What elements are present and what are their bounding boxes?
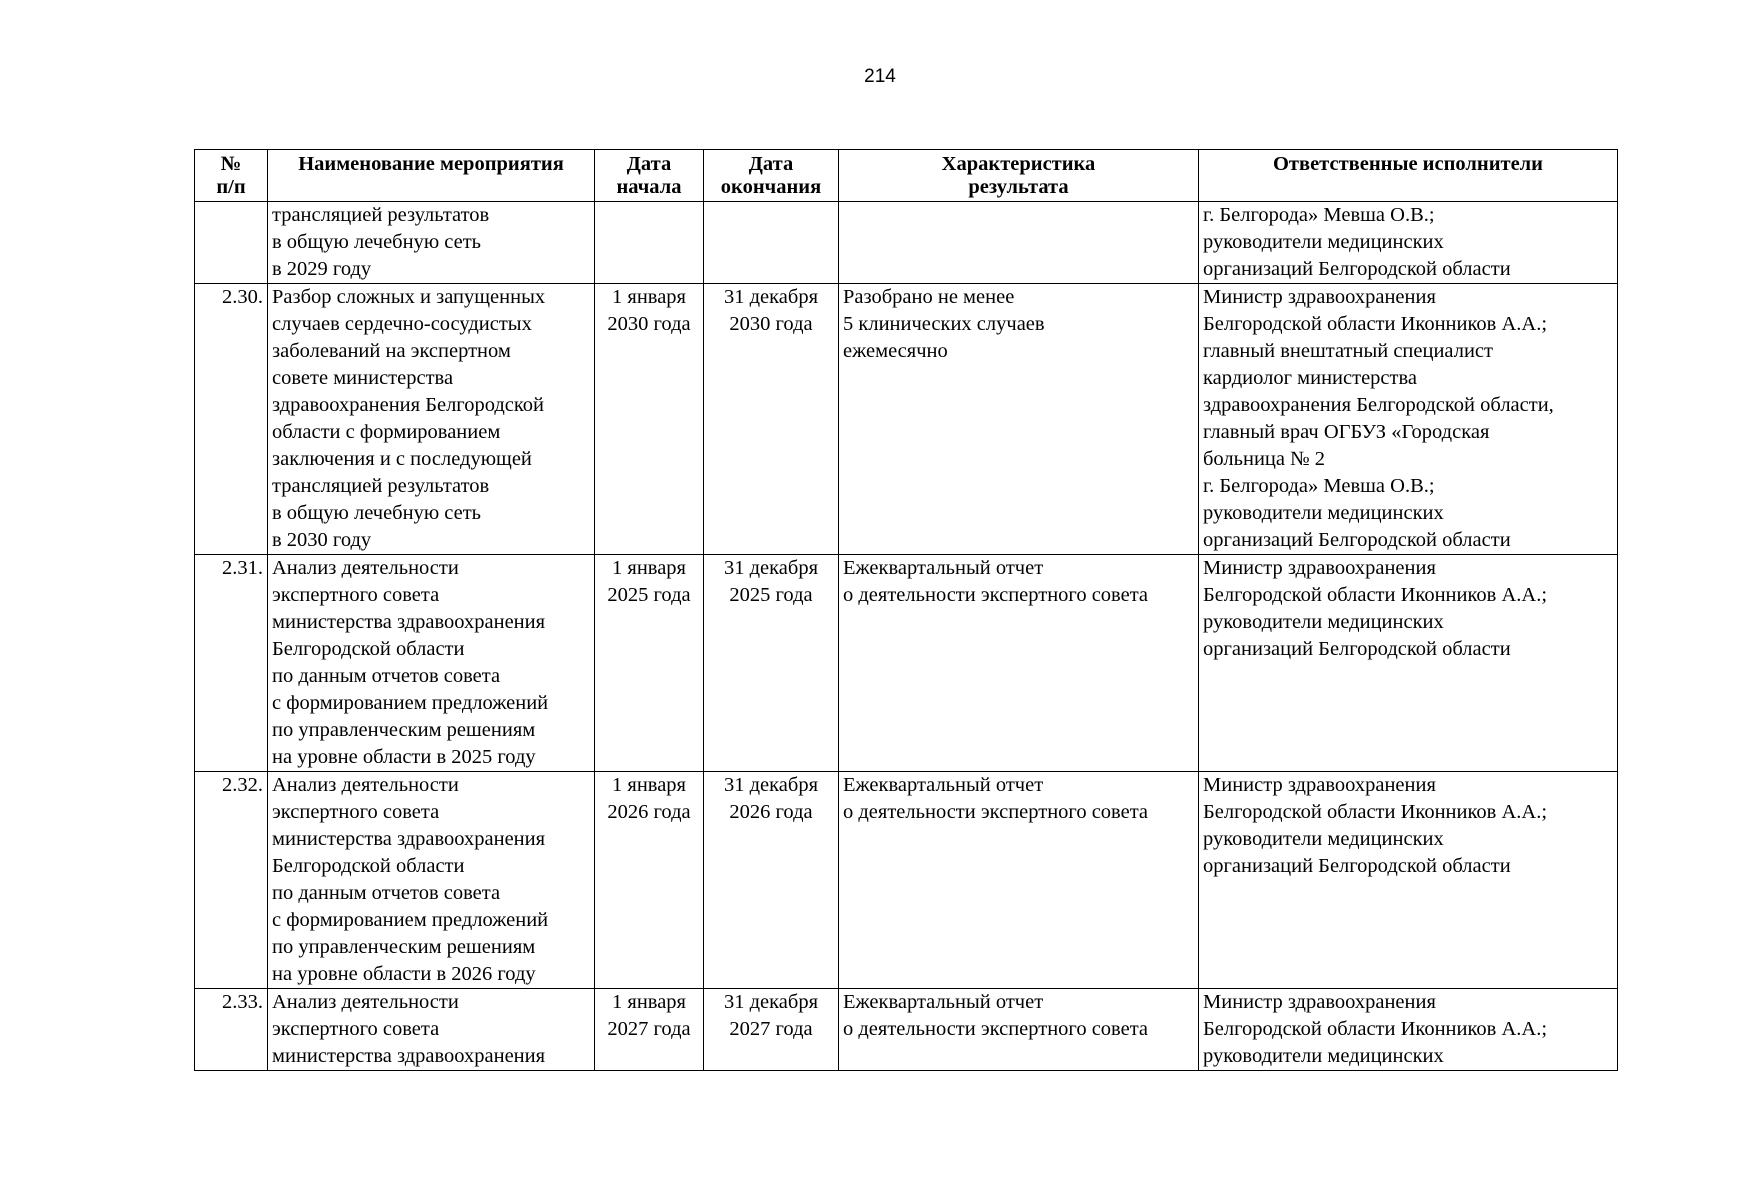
cell-line: Белгородской области Иконников А.А.; <box>1203 1018 1548 1040</box>
table-row <box>195 989 1618 1071</box>
responsible-executors <box>1199 284 1618 555</box>
cell-line: главный врач ОГБУЗ «Городская <box>1203 421 1490 443</box>
cell-line: организаций Белгородской области <box>1203 855 1511 877</box>
cell-line: по управленческим решениям <box>272 936 536 958</box>
cell-line: 2030 года <box>607 313 691 335</box>
cell-line: министерства здравоохранения <box>272 828 546 850</box>
cell-line: Анализ деятельности <box>272 991 459 1013</box>
cell-line: Министр здравоохранения <box>1203 774 1436 796</box>
cell-line: на уровне области в 2026 году <box>272 963 536 985</box>
cell-line: Белгородской области <box>272 855 465 877</box>
header-responsible <box>1199 150 1618 202</box>
row-number: 2.31. <box>195 555 268 772</box>
cell-line: 1 января <box>612 286 686 308</box>
cell-line: Дата <box>748 153 794 175</box>
cell-line: трансляцией результатов <box>272 475 490 497</box>
cell-line: 2025 года <box>607 584 691 606</box>
activity-name <box>268 202 595 284</box>
activities-table <box>194 149 1618 1071</box>
cell-line: министерства здравоохранения <box>272 1045 546 1067</box>
cell-line: п/п <box>216 176 246 198</box>
cell-line: с формированием предложений <box>272 909 549 931</box>
cell-line: 31 декабря <box>723 557 818 579</box>
row-number: 2.33. <box>195 989 268 1071</box>
cell-line: 2030 года <box>729 313 813 335</box>
result-description <box>839 284 1199 555</box>
cell-line: организаций Белгородской области <box>1203 258 1511 280</box>
cell-line: 2026 года <box>607 801 691 823</box>
table-row <box>195 202 1618 284</box>
header-start-date <box>595 150 704 202</box>
cell-line: в общую лечебную сеть <box>272 231 482 253</box>
cell-line: г. Белгорода» Мевша О.В.; <box>1203 204 1435 226</box>
end-date <box>704 202 839 284</box>
table-row <box>195 284 1618 555</box>
cell-line: заключения и с последующей <box>272 448 532 470</box>
cell-line: руководители медицинских <box>1203 231 1444 253</box>
start-date <box>595 555 704 772</box>
cell-line: Ежеквартальный отчет <box>843 774 1044 796</box>
cell-line: 5 клинических случаев <box>843 313 1045 335</box>
cell-line: Разобрано не менее <box>843 286 1015 308</box>
result-description <box>839 772 1199 989</box>
row-number: 2.32. <box>195 772 268 989</box>
cell-line: Белгородской области Иконников А.А.; <box>1203 801 1548 823</box>
cell-line: Наименование мероприятия <box>298 153 564 175</box>
cell-line: Министр здравоохранения <box>1203 991 1436 1013</box>
cell-line: 1 января <box>612 557 686 579</box>
cell-line: Ежеквартальный отчет <box>843 991 1044 1013</box>
row-number: 2.30. <box>195 284 268 555</box>
header-name <box>268 150 595 202</box>
cell-line: руководители медицинских <box>1203 1045 1444 1067</box>
cell-line: руководители медицинских <box>1203 502 1444 524</box>
cell-line: Белгородской области <box>272 638 465 660</box>
cell-line: 1 января <box>612 774 686 796</box>
cell-line: области с формированием <box>272 421 501 443</box>
table-header <box>195 150 1618 202</box>
cell-line: трансляцией результатов <box>272 204 490 226</box>
result-description <box>839 989 1199 1071</box>
row-number <box>195 202 268 284</box>
end-date <box>704 989 839 1071</box>
end-date <box>704 772 839 989</box>
responsible-executors <box>1199 772 1618 989</box>
cell-line: о деятельности экспертного совета <box>843 1018 1149 1040</box>
header-row <box>195 150 1618 202</box>
cell-line: о деятельности экспертного совета <box>843 801 1149 823</box>
cell-line: в общую лечебную сеть <box>272 502 482 524</box>
cell-line: кардиолог министерства <box>1203 367 1417 389</box>
responsible-executors <box>1199 202 1618 284</box>
activity-name <box>268 284 595 555</box>
cell-line: Министр здравоохранения <box>1203 286 1436 308</box>
responsible-executors <box>1199 555 1618 772</box>
header-end-date <box>704 150 839 202</box>
cell-line: здравоохранения Белгородской области, <box>1203 394 1554 416</box>
cell-line: Министр здравоохранения <box>1203 557 1436 579</box>
activity-name <box>268 989 595 1071</box>
cell-line: руководители медицинских <box>1203 828 1444 850</box>
end-date <box>704 555 839 772</box>
cell-line: Характеристика <box>941 153 1096 175</box>
cell-line: Анализ деятельности <box>272 774 459 796</box>
end-date <box>704 284 839 555</box>
cell-line: 31 декабря <box>723 774 818 796</box>
activity-name <box>268 772 595 989</box>
table-body <box>195 202 1618 1071</box>
cell-line: в 2029 году <box>272 258 372 280</box>
start-date <box>595 989 704 1071</box>
cell-line: экспертного совета <box>272 584 440 606</box>
cell-line: совете министерства <box>272 367 454 389</box>
start-date <box>595 284 704 555</box>
cell-line: Белгородской области Иконников А.А.; <box>1203 313 1548 335</box>
cell-line: о деятельности экспертного совета <box>843 584 1149 606</box>
cell-line: результата <box>968 176 1069 198</box>
cell-line: здравоохранения Белгородской <box>272 394 545 416</box>
cell-line: по управленческим решениям <box>272 719 536 741</box>
cell-line: министерства здравоохранения <box>272 611 546 633</box>
start-date <box>595 202 704 284</box>
cell-line: организаций Белгородской области <box>1203 638 1511 660</box>
cell-line: по данным отчетов совета <box>272 882 501 904</box>
cell-line: Разбор сложных и запущенных <box>272 286 546 308</box>
cell-line: начала <box>616 176 682 198</box>
header-num <box>195 150 268 202</box>
page-number: 214 <box>864 66 896 87</box>
cell-line: 2026 года <box>729 801 813 823</box>
result-description <box>839 202 1199 284</box>
cell-line: Дата <box>626 153 672 175</box>
table-row <box>195 555 1618 772</box>
cell-line: 2025 года <box>729 584 813 606</box>
header-result <box>839 150 1199 202</box>
cell-line: окончания <box>720 176 822 198</box>
result-description <box>839 555 1199 772</box>
cell-line: главный внештатный специалист <box>1203 340 1493 362</box>
cell-line: в 2030 году <box>272 529 372 551</box>
cell-line: руководители медицинских <box>1203 611 1444 633</box>
cell-line: Анализ деятельности <box>272 557 459 579</box>
cell-line: 2027 года <box>729 1018 813 1040</box>
cell-line: заболеваний на экспертном <box>272 340 511 362</box>
responsible-executors <box>1199 989 1618 1071</box>
cell-line: ежемесячно <box>843 340 948 362</box>
cell-line: случаев сердечно-сосудистых <box>272 313 532 335</box>
cell-line: Белгородской области Иконников А.А.; <box>1203 584 1548 606</box>
cell-line: № <box>220 153 242 175</box>
cell-line: 31 декабря <box>723 286 818 308</box>
cell-line: на уровне области в 2025 году <box>272 746 536 768</box>
cell-line: г. Белгорода» Мевша О.В.; <box>1203 475 1435 497</box>
cell-line: Ответственные исполнители <box>1272 153 1543 175</box>
cell-line: с формированием предложений <box>272 692 549 714</box>
cell-line: экспертного совета <box>272 1018 440 1040</box>
cell-line: больница № 2 <box>1203 448 1326 470</box>
cell-line: по данным отчетов совета <box>272 665 501 687</box>
activity-name <box>268 555 595 772</box>
table-row <box>195 772 1618 989</box>
cell-line: 31 декабря <box>723 991 818 1013</box>
cell-line: экспертного совета <box>272 801 440 823</box>
start-date <box>595 772 704 989</box>
cell-line: 2027 года <box>607 1018 691 1040</box>
cell-line: Ежеквартальный отчет <box>843 557 1044 579</box>
cell-line: 1 января <box>612 991 686 1013</box>
cell-line: организаций Белгородской области <box>1203 529 1511 551</box>
